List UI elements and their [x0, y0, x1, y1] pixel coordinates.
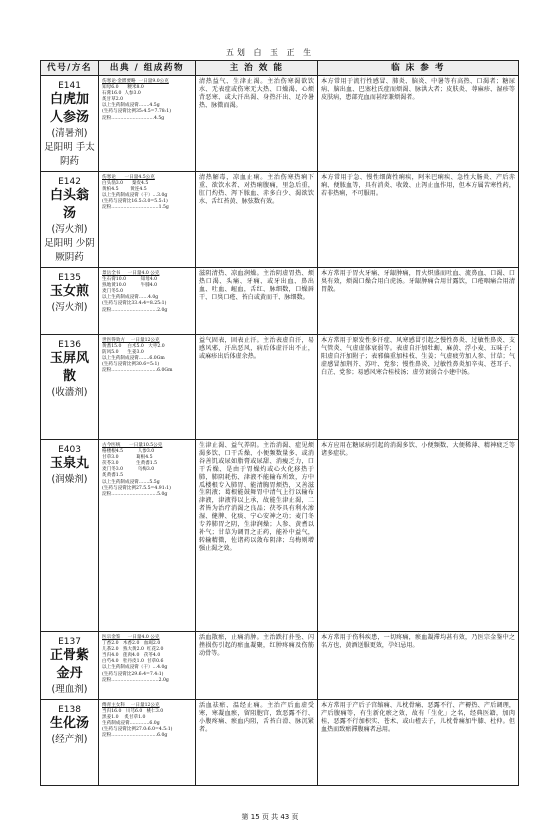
formula-code-cell: [41, 172, 99, 268]
ingredient-line: (生药与浸膏比例35:4.5=7.78:1): [102, 109, 171, 115]
formula-code-cell: [41, 76, 99, 172]
ingredient-line: 淀粉………………………….1.5g: [102, 205, 169, 211]
formula-category: (经产剂): [51, 734, 88, 745]
ingredient-line: (生药与浸膏比16.5:3.0=5.5:1): [102, 199, 168, 205]
ingredient-line: 黄柏4.5 黄连4.5: [102, 187, 147, 193]
formula-code-cell: [41, 268, 99, 335]
ingredient-line: (生药与浸膏比例30.6=5:1): [102, 362, 160, 368]
formula-meridian: 足阳明 手太阴药: [44, 142, 95, 167]
column-header-code: 代号/方名: [41, 61, 99, 76]
formula-efficacy-cell: 益气固表，固表止汗。主治表虚自汗，易感风邪，汗出恶风，病后体虚汗出不止，或麻疹出后体虚余热。: [196, 335, 318, 440]
table-row: [41, 440, 519, 632]
formula-clinical-cell: 本方常用于伤科疾患，一切疼痛，瘀血凝滞均甚有效，乃医宗金鉴中之名方也，黄酒送服更效，孕妇忌用。: [318, 632, 519, 700]
formula-efficacy-cell: 活血祛瘀、温经止痛。主治产后血虚受寒，寒凝血瘀，留阻胞宫，致恶露不行、小腹疼痛、瘀血内阻，舌苔白滑、脉沉紧者。: [196, 700, 318, 786]
ingredient-line: 淀粉………………………….2.0g: [102, 677, 169, 683]
formula-name: 正骨紫金丹: [49, 648, 89, 681]
formula-category: (泻火剂): [51, 224, 88, 235]
formula-clinical-cell: 本方应用在糖尿病引起的消渴多饮、小便频数、大便稀薄、精神疲乏等诸多症状。: [318, 440, 519, 632]
formula-clinical-cell: 本方常用于产后子宫缩痛、儿枕骨痛、恶露不行、产褥热、产后调理，产后腹痛等，有生新化瘀之效，故有「生化」之名，经典医籍，加肉桂，恶露不行加枳实、苍术、或山楂去子，儿枕骨痛加牛膝、杜仲。但血热而致瘀滞腹痛者忌用。: [318, 700, 519, 786]
formula-ingredients-cell: [99, 268, 196, 335]
formula-efficacy-cell: 生津止渴、益气养阴。主治消渴、症见烦渴多饮、口干舌燥、小便频数量多、或消谷善饥或尿如脂膏或尿甜、消瘦乏力，口干舌燥、是由于胃燥灼或心火化移热于肺，肺阴耗伤、津液不能输布所致，方中瓜楼根专入肺胃、能清胸胃烦热，又善滋生阴液；葛根能鼓舞胃中清气上行以输布津液，津液得以上承，故能生津止渴，二者皆为治疗消渴之良品；茯苓具有利水渗湿、健脾、化痰、宁心安神之功；麦门冬专养肺胃之阴，生津润燥；人参、黄耆以补气；甘草为调胃之正药，能补中益气，转输精微，佐诸药以敛布阴津；乌梅则增强止渴之效。: [196, 440, 318, 632]
table-row: [41, 268, 519, 335]
formula-ingredients-cell: [99, 76, 196, 172]
ingredient-line: 黑姜1.0 炙甘草1.0: [102, 715, 146, 721]
ingredient-line: 景岳全书 一日量4.0 公克: [102, 271, 160, 276]
ingredient-line: 以上生药制成浸膏…….5.5g: [102, 479, 160, 485]
table-row: [41, 172, 519, 268]
table-row: [41, 632, 519, 700]
ingredient-line: 石膏16.0 人参3.0: [102, 91, 141, 97]
ingredient-line: 当归4.0 莲肉4.0 茯苓4.0: [102, 653, 161, 659]
ingredient-line: 傅青主女科 一日量12公克: [102, 703, 160, 708]
page-footer: 第 15 页 共 43 页: [241, 813, 299, 821]
ingredient-line: 以上生药制成浸膏…….6.0Gm: [102, 356, 165, 362]
formula-table: [40, 60, 519, 786]
formula-efficacy-cell: 清热益气、生津止渴。主治伤寒渴欲饮水、无表症或伤寒无大热、口燥渴、心烦背恶寒、或大汗出渴、身热汗出、足冷暑热、脉微而渴。: [196, 76, 318, 172]
formula-efficacy-cell: 滋阴清热、凉血润燥。主治阴虚胃热、烦热口渴、头痛、牙痛、或牙出血、鼻出血、吐血、衄血，舌红、脉细数，口燥唇干、口臭口疮、苔白或黄而干、脉细数。: [196, 268, 318, 335]
ingredient-line: 生石膏10.0 知母4.0: [102, 277, 158, 283]
ingredient-line: 白芍4.0 牡丹皮1.0 甘草0.6: [102, 659, 164, 665]
formula-code: E137: [58, 637, 81, 647]
ingredient-line: 茯苓3.0 生黄耆1.5: [102, 461, 158, 467]
ingredient-line: 知母6.0 粳米8.0: [102, 85, 144, 91]
ingredient-line: 生药制成浸膏………….6.0g: [102, 721, 160, 727]
ingredient-line: 炙甘草2.0: [102, 97, 124, 103]
ingredient-line: (生药与浸膏比例27.0:6.0=4.5:1): [102, 727, 173, 733]
ingredient-line: 炙黄耆1.5: [102, 473, 124, 479]
formula-category: (理血剂): [51, 684, 88, 695]
formula-clinical-cell: 本方常用于流行性感冒、肺炎、脑炎、中暑等有高热、口渴者；糖尿病、脑出血、巴塞杜氏症而烦渴、脉洪大者；皮肤炎、荨麻疹、湿疹等皮肤病，患部充血而甚痒兼烦渴者。: [318, 76, 519, 172]
ingredient-line: 伤寒论 一日量4.5公克: [102, 175, 155, 180]
ingredient-line: 麦门冬5.0: [102, 289, 124, 295]
ingredient-line: (生药与浸膏比29.6:4=7.4:1): [102, 671, 164, 677]
ingredient-line: 黄耆15.0 白术5.0 大枣2.0: [102, 344, 165, 350]
formula-ingredients-cell: [99, 440, 196, 632]
formula-name: 玉屏风散: [49, 351, 89, 384]
ingredient-line: 淀粉…………………………6.0Gm: [102, 368, 173, 374]
ingredient-line: 淀粉……………………….4.5g: [102, 115, 165, 121]
column-header-source: 出典 / 组成药物: [99, 61, 196, 76]
ingredient-line: (生药与浸膏比33.4:4=8.25:1): [102, 301, 167, 307]
formula-meridian: 足阳明 少阴厥阴药: [44, 238, 95, 263]
ingredient-line: 古今医统 一日量10.5公克: [102, 443, 163, 448]
ingredient-line: 淀粉…………………………2.0g: [102, 307, 168, 313]
ingredient-line: 熟地黄10.0 牛膝4.0: [102, 283, 158, 289]
ingredient-line: 淀粉…………………………6.0g: [102, 733, 168, 739]
formula-efficacy-cell: 活血散瘀，止痛消肿。主治跌打扑坠、闪挫损伤引起的瘀血凝聚，红肿疼痛及伤筋动骨等。: [196, 632, 318, 700]
ingredient-line: 甘草3.0 葛根4.5: [102, 455, 153, 461]
table-row: [41, 700, 519, 786]
formula-category: (泻火剂): [51, 302, 88, 313]
formula-name: 白虎加人参汤: [49, 92, 89, 125]
table-header-row: [41, 61, 519, 76]
ingredient-line: 当归16.0 川芎6.0 桃仁3.0: [102, 709, 164, 715]
formula-code-cell: [41, 440, 99, 632]
column-header-clinical: 临 床 参 考: [318, 61, 519, 76]
formula-efficacy-cell: 清热解毒，凉血止痢。主治伤寒热痢下重、欲饮水者、对热痢腹痛，里急后重，肛门灼热、泻下脓血、赤多白少、渴欲饮水、舌红苔黄、脉弦数有效。: [196, 172, 318, 268]
formula-code: E142: [58, 177, 81, 187]
formula-ingredients-cell: [99, 700, 196, 786]
formula-code-cell: [41, 700, 99, 786]
table-row: [41, 335, 519, 440]
formula-ingredients-cell: [99, 172, 196, 268]
formula-name: 白头翁汤: [49, 188, 89, 221]
ingredient-line: 以上生药制成浸膏（干）…4.0g: [102, 665, 168, 671]
ingredient-line: 白头翁3.0 秦皮4.5: [102, 181, 149, 187]
ingredient-line: 丁香2.0 木香2.0 血竭2.0: [102, 641, 161, 647]
formula-code-cell: [41, 335, 99, 440]
formula-category: (收濇剂): [51, 387, 88, 398]
ingredient-line: 以上生药制成浸膏……4.0g: [102, 295, 159, 301]
ingredient-line: (生药与浸膏比例27.5.5=4.91:1): [102, 485, 171, 491]
ingredient-line: 麦门冬3.0 乌梅3.0: [102, 467, 155, 473]
ingredient-line: 以上生药制成浸膏（干）…3.0g: [102, 193, 168, 199]
formula-code: E403: [58, 445, 81, 455]
ingredient-line: 伤寒论·金匮要略 一日量9.0公克: [102, 79, 169, 84]
formula-clinical-cell: 本方常用于急、慢性细菌性痢疾，阿米巴痢疾、急性大肠炎、产后赤痢、便脓血等，具有消炎、收敛、止泻止血作用，但本方属苦寒性药，若非热痢，不可服用。: [318, 172, 519, 268]
column-header-efficacy: 主 治 效 能: [196, 61, 318, 76]
formula-name: 生化汤: [49, 716, 89, 731]
formula-category: (润燥剂): [51, 474, 88, 485]
formula-code: E141: [58, 81, 81, 91]
ingredient-line: 淀粉…………………………5.0g: [102, 491, 168, 497]
formula-code: E136: [58, 340, 81, 350]
formula-clinical-cell: 本方常用于原发性多汗症、风寒感冒引起之慢性鼻炎、过敏性鼻炎、支气管炎、气虚虚体衰弱等。表虚自汗加牡蛎、麻黄、浮小麦、五味子；阳虚自汗加附子；表邪偏重加桂枝、生姜；气虚疲劳加人参、甘草；气虚感冒加荆芥、苏叶、党参；慢性鼻炎、过敏性鼻炎加辛夷、苍耳子、白芷、党参；易感风寒合桂枝汤；虚劳衰弱合小建中汤。: [318, 335, 519, 440]
table-row: [41, 76, 519, 172]
formula-ingredients-cell: [99, 632, 196, 700]
formula-code: E138: [58, 705, 81, 715]
ingredient-line: 儿茶2.0 熟大黄2.0 红花2.0: [102, 647, 164, 653]
formula-code: E135: [58, 273, 81, 283]
formula-category: (清暑剂): [51, 128, 88, 139]
ingredient-line: 防风5.0 生姜3.0: [102, 350, 144, 356]
ingredient-line: 世医得效方 一日量12公克: [102, 338, 160, 343]
ingredient-line: 以上生药制成浸膏…….4.5g: [102, 103, 160, 109]
formula-name: 玉泉丸: [49, 456, 89, 471]
formula-name: 玉女煎: [49, 284, 89, 299]
formula-ingredients-cell: [99, 335, 196, 440]
formula-clinical-cell: 本方常用于胃火牙痛、牙龈肿痛，胃火炽盛而吐血、流鼻血、口渴、口臭有效，烦渴口燥合用白虎汤。牙龈肿痛合用甘露饮，口疮咽痛合用清胃散。: [318, 268, 519, 335]
page-header: 五划 白 玉 正 生: [225, 48, 315, 57]
ingredient-line: 医宗金鉴 一日量4.0 公克: [102, 635, 160, 640]
ingredient-line: 格楼根4.5 人参3.0: [102, 449, 155, 455]
formula-code-cell: [41, 632, 99, 700]
